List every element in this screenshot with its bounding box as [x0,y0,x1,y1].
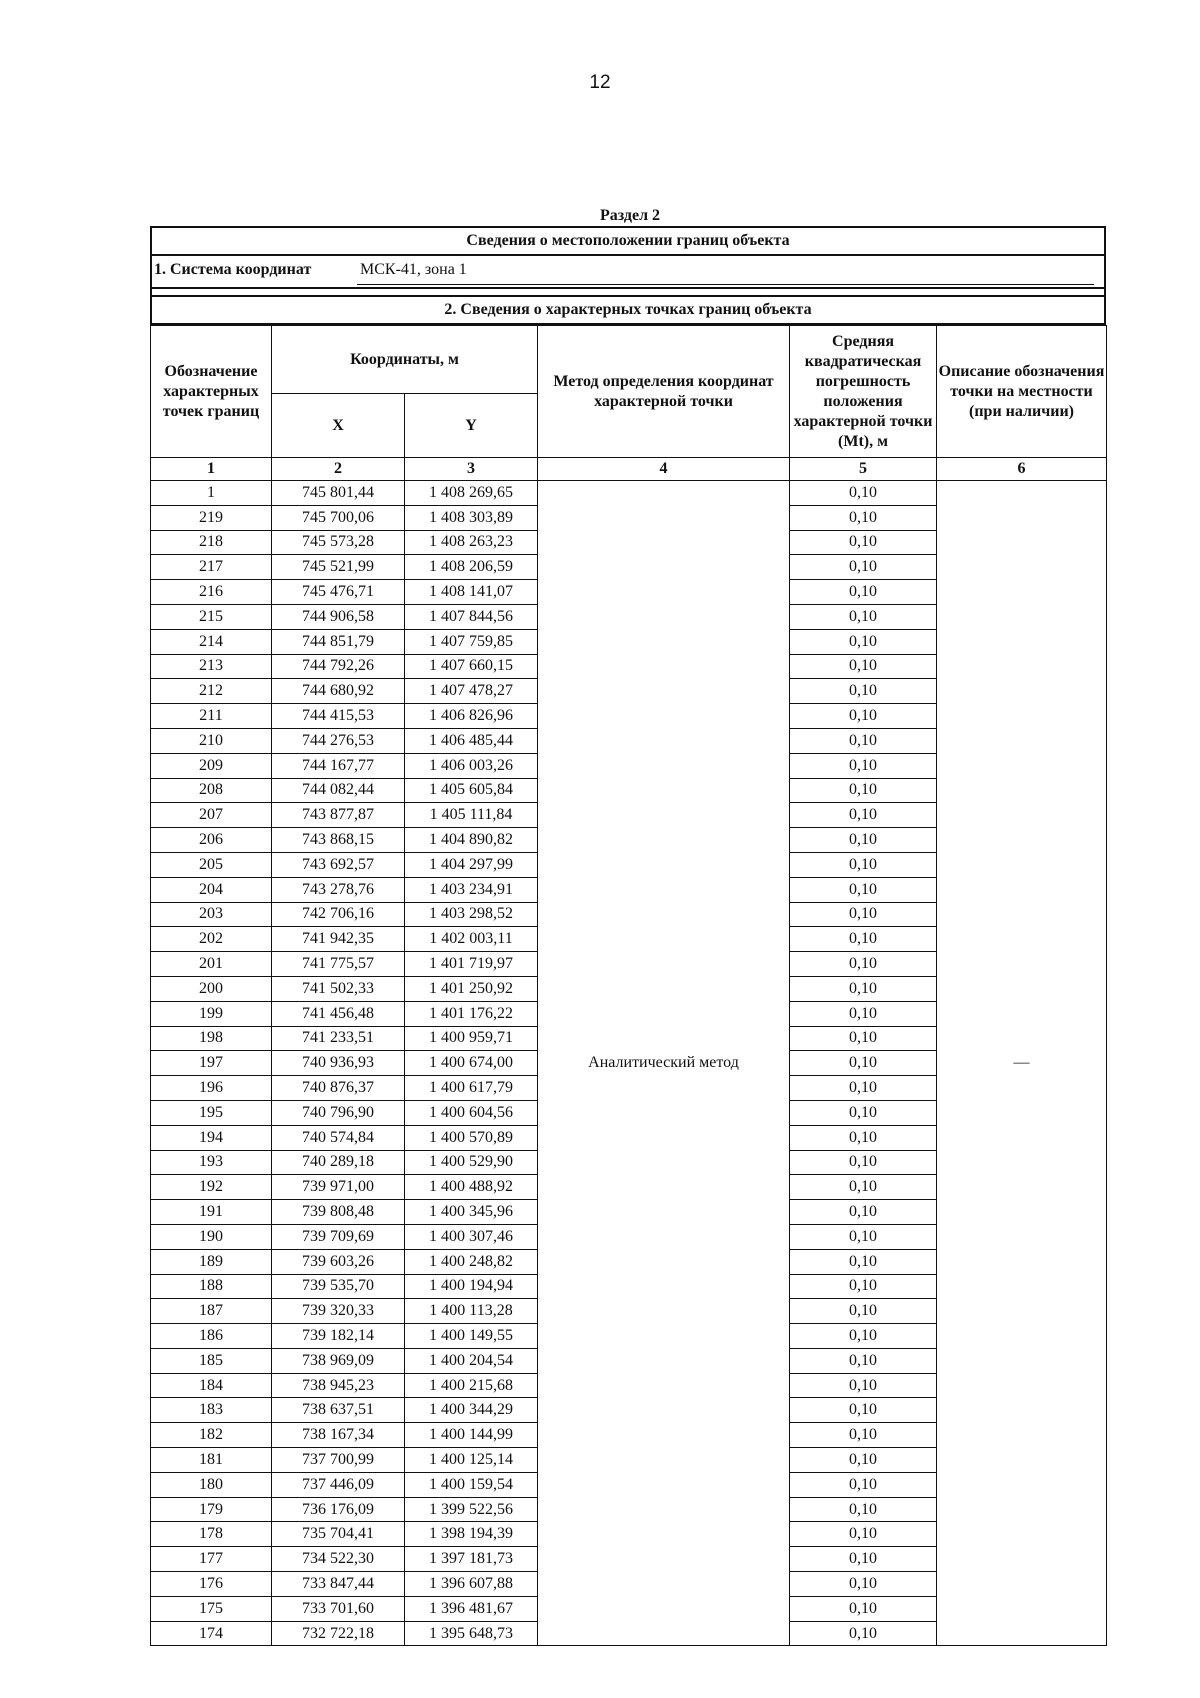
x-coordinate-cell: 741 233,51 [272,1026,405,1051]
x-coordinate-cell: 740 876,37 [272,1076,405,1101]
y-coordinate-cell: 1 404 297,99 [405,852,538,877]
error-cell: 0,10 [790,1100,937,1125]
y-coordinate-cell: 1 395 648,73 [405,1621,538,1646]
point-id-cell: 209 [151,753,272,778]
y-coordinate-cell: 1 400 194,94 [405,1274,538,1299]
header-y: Y [405,394,538,458]
y-coordinate-cell: 1 400 959,71 [405,1026,538,1051]
y-coordinate-cell: 1 400 307,46 [405,1224,538,1249]
point-id-cell: 217 [151,555,272,580]
x-coordinate-cell: 744 082,44 [272,778,405,803]
x-coordinate-cell: 733 847,44 [272,1572,405,1597]
points-title: 2. Сведения о характерных точках границ объекта [152,297,1104,325]
page-number: 12 [589,72,611,93]
x-coordinate-cell: 745 521,99 [272,555,405,580]
point-id-cell: 218 [151,530,272,555]
error-cell: 0,10 [790,1348,937,1373]
point-id-cell: 193 [151,1150,272,1175]
point-id-cell: 185 [151,1348,272,1373]
x-coordinate-cell: 744 792,26 [272,654,405,679]
error-cell: 0,10 [790,1324,937,1349]
boundary-document [150,226,1106,1646]
y-coordinate-cell: 1 400 215,68 [405,1373,538,1398]
error-cell: 0,10 [790,1299,937,1324]
error-cell: 0,10 [790,1051,937,1076]
x-coordinate-cell: 738 969,09 [272,1348,405,1373]
x-coordinate-cell: 739 971,00 [272,1175,405,1200]
point-id-cell: 219 [151,505,272,530]
error-cell: 0,10 [790,1076,937,1101]
error-cell: 0,10 [790,1522,937,1547]
x-coordinate-cell: 737 700,99 [272,1448,405,1473]
y-coordinate-cell: 1 407 759,85 [405,629,538,654]
point-id-cell: 191 [151,1200,272,1225]
error-cell: 0,10 [790,481,937,506]
point-id-cell: 202 [151,927,272,952]
x-coordinate-cell: 743 278,76 [272,877,405,902]
point-id-cell: 211 [151,704,272,729]
y-coordinate-cell: 1 400 344,29 [405,1398,538,1423]
point-id-cell: 196 [151,1076,272,1101]
point-id-cell: 186 [151,1324,272,1349]
y-coordinate-cell: 1 408 263,23 [405,530,538,555]
x-coordinate-cell: 736 176,09 [272,1497,405,1522]
y-coordinate-cell: 1 400 144,99 [405,1423,538,1448]
x-coordinate-cell: 744 680,92 [272,679,405,704]
x-coordinate-cell: 739 182,14 [272,1324,405,1349]
y-coordinate-cell: 1 400 345,96 [405,1200,538,1225]
error-cell: 0,10 [790,1572,937,1597]
error-cell: 0,10 [790,580,937,605]
y-coordinate-cell: 1 401 250,92 [405,976,538,1001]
point-id-cell: 180 [151,1472,272,1497]
error-cell: 0,10 [790,927,937,952]
point-id-cell: 192 [151,1175,272,1200]
y-coordinate-cell: 1 400 488,92 [405,1175,538,1200]
x-coordinate-cell: 744 415,53 [272,704,405,729]
error-cell: 0,10 [790,1274,937,1299]
x-coordinate-cell: 740 936,93 [272,1051,405,1076]
column-number: 1 [151,458,272,481]
column-number: 3 [405,458,538,481]
point-id-cell: 176 [151,1572,272,1597]
x-coordinate-cell: 738 167,34 [272,1423,405,1448]
y-coordinate-cell: 1 407 660,15 [405,654,538,679]
point-id-cell: 198 [151,1026,272,1051]
x-coordinate-cell: 743 868,15 [272,828,405,853]
y-coordinate-cell: 1 407 478,27 [405,679,538,704]
y-coordinate-cell: 1 400 149,55 [405,1324,538,1349]
x-coordinate-cell: 739 709,69 [272,1224,405,1249]
error-cell: 0,10 [790,654,937,679]
y-coordinate-cell: 1 403 298,52 [405,902,538,927]
y-coordinate-cell: 1 400 113,28 [405,1299,538,1324]
point-id-cell: 215 [151,604,272,629]
x-coordinate-cell: 744 906,58 [272,604,405,629]
coordinate-system-row [152,256,1104,289]
y-coordinate-cell: 1 405 605,84 [405,778,538,803]
error-cell: 0,10 [790,555,937,580]
x-coordinate-cell: 741 502,33 [272,976,405,1001]
y-coordinate-cell: 1 400 529,90 [405,1150,538,1175]
point-id-cell: 178 [151,1522,272,1547]
column-numbers-row [151,458,1107,481]
error-cell: 0,10 [790,778,937,803]
y-coordinate-cell: 1 406 485,44 [405,728,538,753]
section-title: Раздел 2 [599,207,661,224]
error-cell: 0,10 [790,1398,937,1423]
point-id-cell: 175 [151,1596,272,1621]
y-coordinate-cell: 1 400 617,79 [405,1076,538,1101]
point-id-cell: 207 [151,803,272,828]
point-id-cell: 205 [151,852,272,877]
error-cell: 0,10 [790,1125,937,1150]
error-cell: 0,10 [790,505,937,530]
error-cell: 0,10 [790,828,937,853]
error-cell: 0,10 [790,604,937,629]
point-id-cell: 206 [151,828,272,853]
column-number: 6 [937,458,1107,481]
coordinate-system-underline [357,284,1094,285]
x-coordinate-cell: 744 851,79 [272,629,405,654]
y-coordinate-cell: 1 396 481,67 [405,1596,538,1621]
block-title: Сведения о местоположении границ объекта [152,228,1104,256]
point-id-cell: 179 [151,1497,272,1522]
x-coordinate-cell: 742 706,16 [272,902,405,927]
table-row [151,481,1107,506]
x-coordinate-cell: 739 603,26 [272,1249,405,1274]
error-cell: 0,10 [790,852,937,877]
point-id-cell: 201 [151,952,272,977]
header-coordinates: Координаты, м [272,326,538,394]
y-coordinate-cell: 1 400 204,54 [405,1348,538,1373]
point-id-cell: 200 [151,976,272,1001]
header-error: Средняя квадратическая погрешность положения характерной точки (Mt), м [790,326,937,458]
coordinate-system-value: МСК-41, зона 1 [360,261,467,278]
x-coordinate-cell: 739 808,48 [272,1200,405,1225]
x-coordinate-cell: 739 320,33 [272,1299,405,1324]
x-coordinate-cell: 745 476,71 [272,580,405,605]
y-coordinate-cell: 1 400 604,56 [405,1100,538,1125]
point-id-cell: 188 [151,1274,272,1299]
x-coordinate-cell: 733 701,60 [272,1596,405,1621]
error-cell: 0,10 [790,803,937,828]
x-coordinate-cell: 738 637,51 [272,1398,405,1423]
method-cell: Аналитический метод [538,481,790,1646]
point-id-cell: 199 [151,1001,272,1026]
column-number: 4 [538,458,790,481]
point-id-cell: 187 [151,1299,272,1324]
error-cell: 0,10 [790,704,937,729]
error-cell: 0,10 [790,1448,937,1473]
column-number: 5 [790,458,937,481]
error-cell: 0,10 [790,1001,937,1026]
point-id-cell: 210 [151,728,272,753]
point-id-cell: 208 [151,778,272,803]
y-coordinate-cell: 1 400 248,82 [405,1249,538,1274]
x-coordinate-cell: 735 704,41 [272,1522,405,1547]
point-id-cell: 189 [151,1249,272,1274]
error-cell: 0,10 [790,1373,937,1398]
error-cell: 0,10 [790,1497,937,1522]
header-method: Метод определения координат характерной точки [538,326,790,458]
error-cell: 0,10 [790,1224,937,1249]
y-coordinate-cell: 1 408 141,07 [405,580,538,605]
point-id-cell: 204 [151,877,272,902]
point-id-cell: 183 [151,1398,272,1423]
x-coordinate-cell: 732 722,18 [272,1621,405,1646]
point-id-cell: 181 [151,1448,272,1473]
coordinate-system-label: 1. Система координат [154,261,312,278]
x-coordinate-cell: 737 446,09 [272,1472,405,1497]
x-coordinate-cell: 741 456,48 [272,1001,405,1026]
error-cell: 0,10 [790,1150,937,1175]
error-cell: 0,10 [790,753,937,778]
x-coordinate-cell: 744 276,53 [272,728,405,753]
error-cell: 0,10 [790,530,937,555]
error-cell: 0,10 [790,679,937,704]
x-coordinate-cell: 741 775,57 [272,952,405,977]
y-coordinate-cell: 1 408 303,89 [405,505,538,530]
x-coordinate-cell: 744 167,77 [272,753,405,778]
x-coordinate-cell: 741 942,35 [272,927,405,952]
point-id-cell: 195 [151,1100,272,1125]
y-coordinate-cell: 1 402 003,11 [405,927,538,952]
y-coordinate-cell: 1 400 159,54 [405,1472,538,1497]
header-x: X [272,394,405,458]
y-coordinate-cell: 1 407 844,56 [405,604,538,629]
error-cell: 0,10 [790,1026,937,1051]
spacer-row [152,289,1104,297]
y-coordinate-cell: 1 406 003,26 [405,753,538,778]
point-id-cell: 190 [151,1224,272,1249]
point-id-cell: 216 [151,580,272,605]
error-cell: 0,10 [790,1596,937,1621]
y-coordinate-cell: 1 401 719,97 [405,952,538,977]
y-coordinate-cell: 1 398 194,39 [405,1522,538,1547]
x-coordinate-cell: 739 535,70 [272,1274,405,1299]
x-coordinate-cell: 745 700,06 [272,505,405,530]
y-coordinate-cell: 1 408 206,59 [405,555,538,580]
header-description: Описание обозначения точки на местности (при наличии) [937,326,1107,458]
error-cell: 0,10 [790,1547,937,1572]
x-coordinate-cell: 745 801,44 [272,481,405,506]
point-id-cell: 182 [151,1423,272,1448]
point-id-cell: 184 [151,1373,272,1398]
y-coordinate-cell: 1 408 269,65 [405,481,538,506]
column-number: 2 [272,458,405,481]
error-cell: 0,10 [790,1249,937,1274]
point-id-cell: 194 [151,1125,272,1150]
points-table-body [151,481,1107,1646]
x-coordinate-cell: 734 522,30 [272,1547,405,1572]
y-coordinate-cell: 1 406 826,96 [405,704,538,729]
y-coordinate-cell: 1 401 176,22 [405,1001,538,1026]
error-cell: 0,10 [790,1200,937,1225]
y-coordinate-cell: 1 400 570,89 [405,1125,538,1150]
point-id-cell: 214 [151,629,272,654]
point-id-cell: 212 [151,679,272,704]
error-cell: 0,10 [790,1472,937,1497]
error-cell: 0,10 [790,877,937,902]
point-id-cell: 1 [151,481,272,506]
error-cell: 0,10 [790,952,937,977]
point-id-cell: 197 [151,1051,272,1076]
points-table [150,325,1107,1646]
error-cell: 0,10 [790,629,937,654]
y-coordinate-cell: 1 400 674,00 [405,1051,538,1076]
x-coordinate-cell: 740 289,18 [272,1150,405,1175]
x-coordinate-cell: 745 573,28 [272,530,405,555]
header-box [150,226,1106,325]
x-coordinate-cell: 738 945,23 [272,1373,405,1398]
error-cell: 0,10 [790,1175,937,1200]
point-id-cell: 213 [151,654,272,679]
x-coordinate-cell: 740 796,90 [272,1100,405,1125]
description-cell: — [937,481,1107,1646]
y-coordinate-cell: 1 405 111,84 [405,803,538,828]
y-coordinate-cell: 1 403 234,91 [405,877,538,902]
y-coordinate-cell: 1 396 607,88 [405,1572,538,1597]
x-coordinate-cell: 740 574,84 [272,1125,405,1150]
header-designation: Обозначение характерных точек границ [151,326,272,458]
y-coordinate-cell: 1 397 181,73 [405,1547,538,1572]
y-coordinate-cell: 1 404 890,82 [405,828,538,853]
x-coordinate-cell: 743 877,87 [272,803,405,828]
error-cell: 0,10 [790,1423,937,1448]
error-cell: 0,10 [790,1621,937,1646]
point-id-cell: 203 [151,902,272,927]
y-coordinate-cell: 1 400 125,14 [405,1448,538,1473]
error-cell: 0,10 [790,976,937,1001]
point-id-cell: 177 [151,1547,272,1572]
error-cell: 0,10 [790,728,937,753]
error-cell: 0,10 [790,902,937,927]
x-coordinate-cell: 743 692,57 [272,852,405,877]
y-coordinate-cell: 1 399 522,56 [405,1497,538,1522]
point-id-cell: 174 [151,1621,272,1646]
